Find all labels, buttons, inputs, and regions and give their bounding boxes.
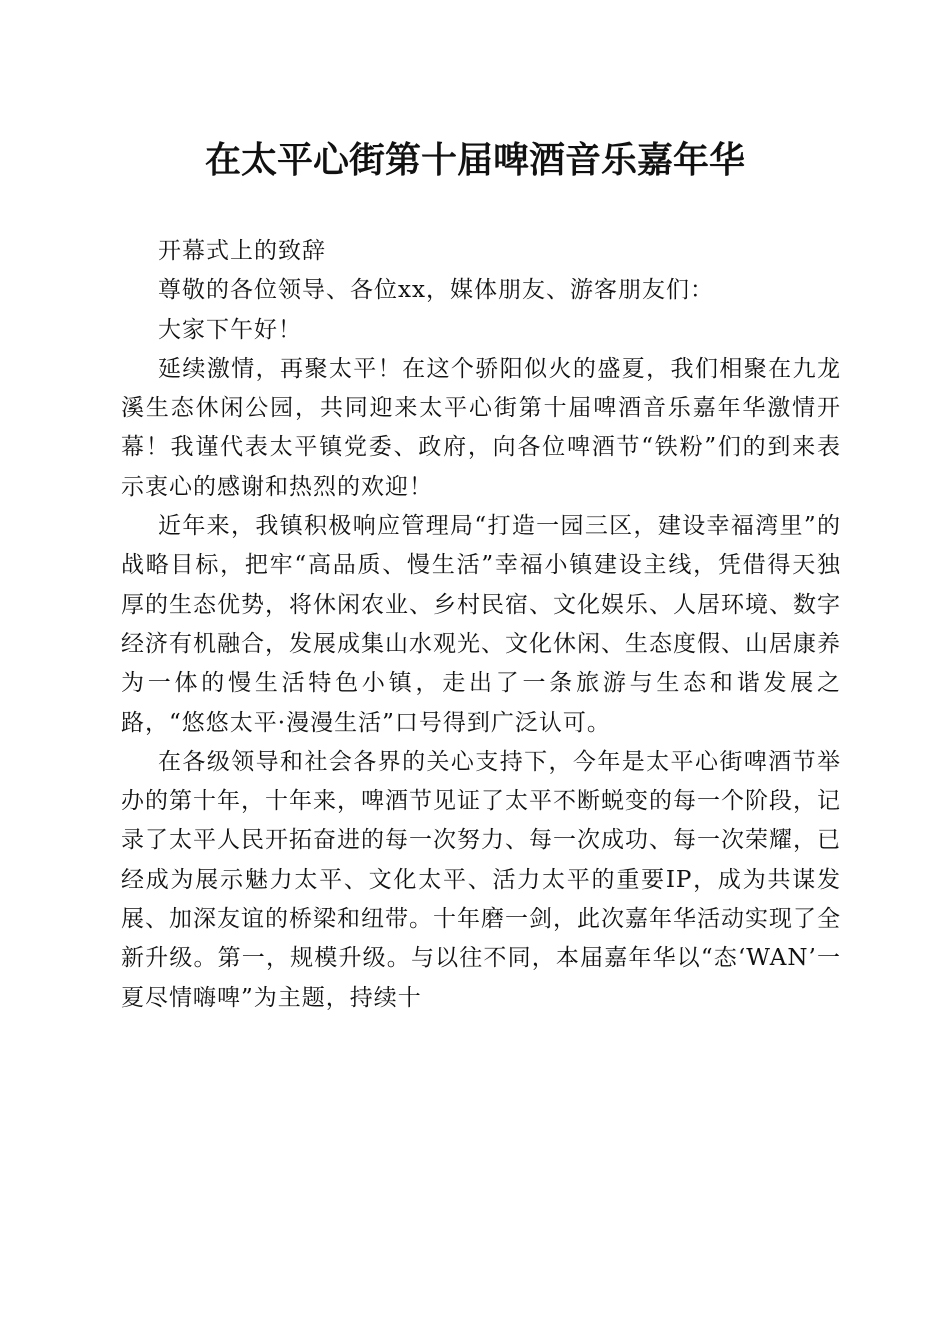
paragraph-salutation: 尊敬的各位领导、各位xx，媒体朋友、游客朋友们： xyxy=(158,277,714,304)
paragraph-development: 近年来，我镇积极响应管理局“打造一园三区，建设幸福湾里”的战略目标，把牢“高品质、慢生活”幸福小镇建设主线，凭借得天独厚的生态优势，将休闲农业、乡村民宿、文化娱乐、人居环境、数字经济有机融合，发展成集山水观光、文化休闲、生态度假、山居康养为一体的慢生活特色小镇，走出了一条旅游与生态和谐发展之路，“悠悠太平·漫漫生活”口号得到广泛认可。 xyxy=(121,513,841,736)
document-title: 在太平心街第十届啤酒音乐嘉年华 xyxy=(204,139,745,181)
paragraph-greeting: 大家下午好！ xyxy=(158,316,302,343)
paragraph-opening: 延续激情，再聚太平！在这个骄阳似火的盛夏，我们相聚在九龙溪生态休闲公园，共同迎来太平心街第十届啤酒音乐嘉年华激情开幕！我谨代表太平镇党委、政府，向各位啤酒节“铁粉”们的到来表示衷心的感谢和热烈的欢迎！ xyxy=(121,355,841,500)
document-body xyxy=(121,232,841,1018)
paragraph-subtitle: 开幕式上的致辞 xyxy=(158,238,326,264)
paragraph-tenth-year: 在各级领导和社会各界的关心支持下，今年是太平心街啤酒节举办的第十年，十年来，啤酒节见证了太平不断蜕变的每一个阶段，记录了太平人民开拓奋进的每一次努力、每一次成功、每一次荣耀，已经成为展示魅力太平、文化太平、活力太平的重要IP，成为共谋发展、加深友谊的桥梁和纽带。十年磨一剑，此次嘉年华活动实现了全新升级。第一，规模升级。与以往不同，本届嘉年华以“态‘WAN’一夏尽情嗨啤”为主题，持续十 xyxy=(121,748,841,1011)
